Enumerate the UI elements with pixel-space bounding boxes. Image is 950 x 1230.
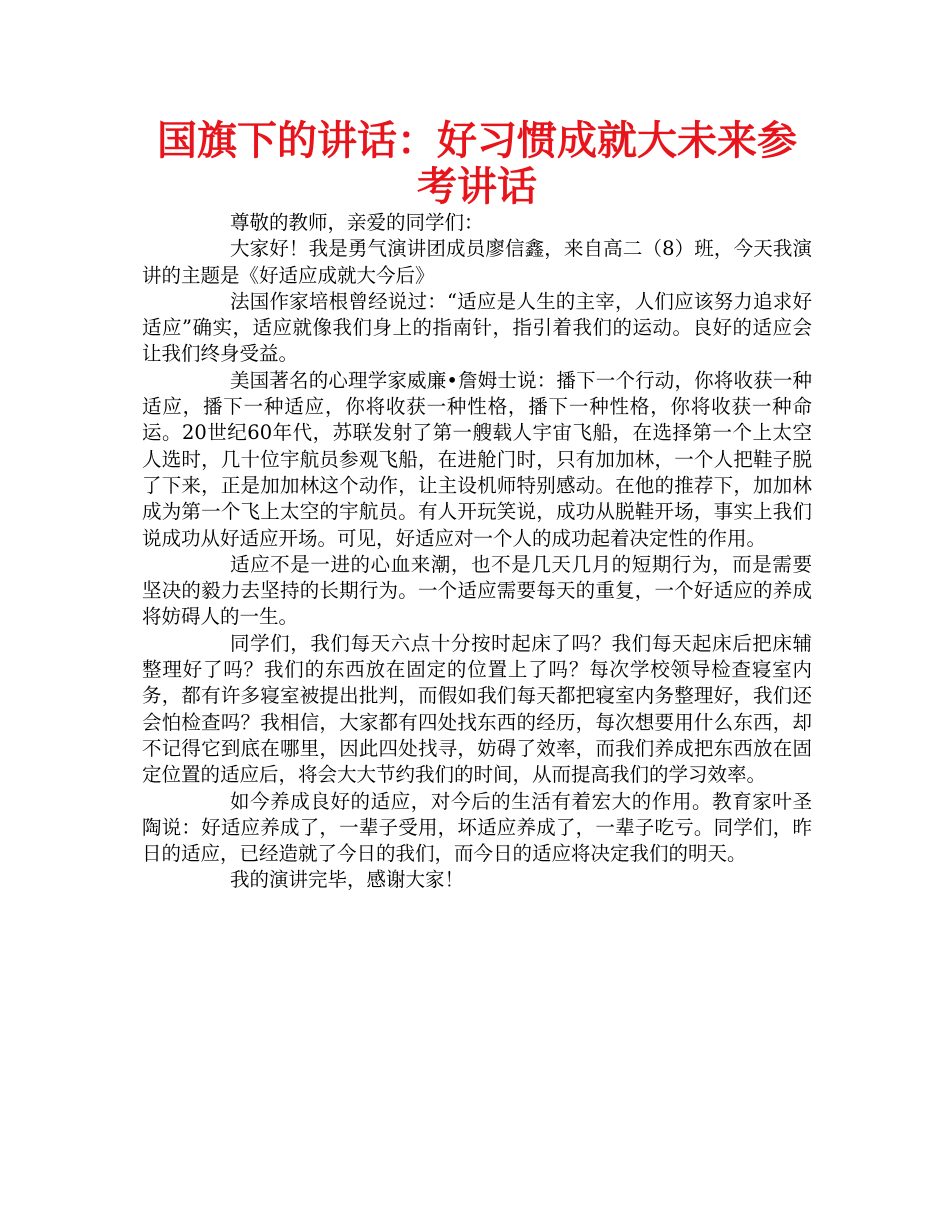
paragraph-greeting: 尊敬的教师，亲爱的同学们： [230,211,484,234]
paragraph-intro: 大家好！我是勇气演讲团成员廖信鑫，来自高二（8）班，今天我演讲的主题是《好适应成就大今后》 [142,237,812,287]
paragraph-future: 如今养成良好的适应，对今后的生活有着宏大的作用。教育家叶圣陶说：好适应养成了，一辈子受用，坏适应养成了，一辈子吃亏。同学们，昨日的适应，已经造就了今日的我们，而今日的适应将决定我们的明天。 [142,789,812,866]
document-page [142,118,812,894]
paragraph-james-quote: 美国著名的心理学家威廉•詹姆士说：播下一个行动，你将收获一种适应，播下一种适应，你将收获一种性格，播下一种性格，你将收获一种命运。20世纪60年代，苏联发射了第一艘载人宇宙飞船，在选择第一个上太空人选时，几十位宇航员参观飞船，在进舱门时，只有加加林，一个人把鞋子脱了下来，正是加加林这个动作，让主设机师特别感动。在他的推荐下，加加林成为第一个飞上太空的宇航员。有人开玩笑说，成功从脱鞋开场，事实上我们说成功从好适应开场。可见，好适应对一个人的成功起着决定性的作用。 [142,368,812,550]
paragraph-bacon-quote: 法国作家培根曾经说过：“适应是人生的主宰，人们应该努力追求好适应”确实，适应就像我们身上的指南针，指引着我们的运动。良好的适应会让我们终身受益。 [142,289,812,366]
paragraph-persistence: 适应不是一进的心血来潮，也不是几天几月的短期行为，而是需要坚决的毅力去坚持的长期行为。一个适应需要每天的重复，一个好适应的养成将妨碍人的一生。 [142,552,812,629]
document-body [142,210,812,894]
paragraph-daily-habits: 同学们，我们每天六点十分按时起床了吗？我们每天起床后把床辅整理好了吗？我们的东西放在固定的位置上了吗？每次学校领导检查寝室内务，都有许多寝室被提出批判，而假如我们每天都把寝室内务整理好，我们还会怕检查吗？我相信，大家都有四处找东西的经历，每次想要用什么东西，却不记得它到底在哪里，因此四处找寻，妨碍了效率，而我们养成把东西放在固定位置的适应后，将会大大节约我们的时间，从而提高我们的学习效率。 [142,631,812,787]
paragraph-closing: 我的演讲完毕，感谢大家！ [230,868,465,892]
document-title: 国旗下的讲话：好习惯成就大未来参考讲话 [157,118,797,210]
